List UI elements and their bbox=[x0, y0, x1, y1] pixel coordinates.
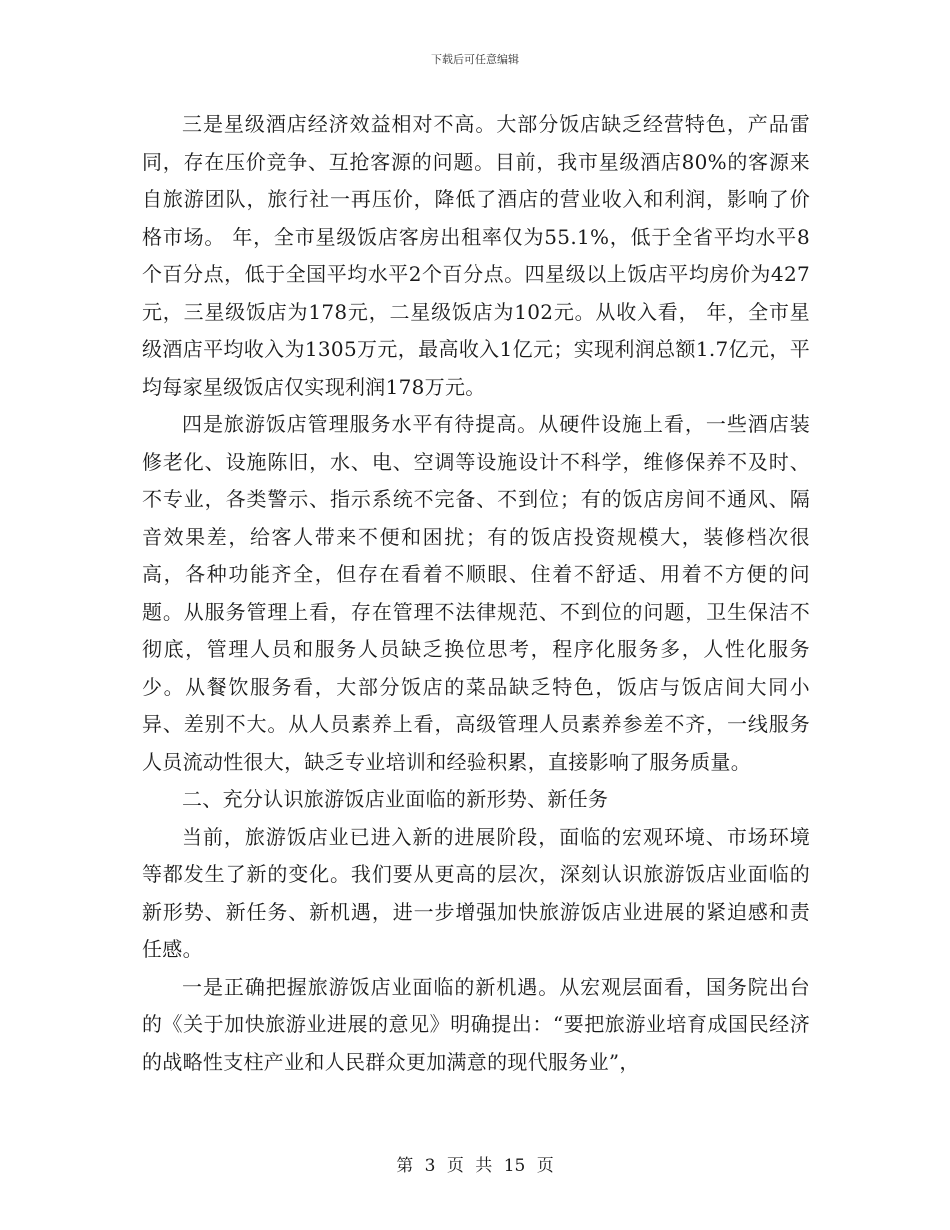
paragraph-management-service: 四是旅游饭店管理服务水平有待提高。从硬件设施上看，一些酒店装修老化、设施陈旧，水、电、空调等设施设计不科学，维修保养不及时、不专业，各类警示、指示系统不完备、不到位；有的饭店房间不通风、隔音效果差，给客人带来不便和困扰；有的饭店投资规模大，装修档次很高，各种功能齐全，但存在看着不顺眼、住着不舒适、用着不方便的问题。从服务管理上看，存在管理不法律规范、不到位的问题，卫生保洁不彻底，管理人员和服务人员缺乏换位思考，程序化服务多，人性化服务少。从餐饮服务看，大部分饭店的菜品缺乏特色，饭店与饭店间大同小异、差别不大。从人员素养上看，高级管理人员素养参差不齐，一线服务人员流动性很大，缺乏专业培训和经验积累，直接影响了服务质量。 bbox=[142, 412, 810, 774]
document-body bbox=[142, 106, 810, 1081]
section-heading: 二、充分认识旅游饭店业面临的新形势、新任务 bbox=[182, 787, 609, 811]
paragraph-star-hotel-benefits: 三是星级酒店经济效益相对不高。大部分饭店缺乏经营特色，产品雷同，存在压价竞争、互抢客源的问题。目前，我市星级酒店80%的客源来自旅游团队，旅行社一再压价，降低了酒店的营业收入和利润，影响了价格市场。 年，全市星级饭店客房出租率仅为55.1%，低于全省平均水平8个百分点，低于全国平均水平2个百分点。四星级以上饭店平均房价为427元，三星级饭店为178元，二星级饭店为102元。从收入看， 年，全市星级酒店平均收入为1305万元，最高收入1亿元；实现利润总额1.7亿元，平均每家星级饭店仅实现利润178万元。 bbox=[142, 112, 810, 399]
paragraph-new-situation: 当前，旅游饭店业已进入新的进展阶段，面临的宏观环境、市场环境等都发生了新的变化。我们要从更高的层次，深刻认识旅游饭店业面临的新形势、新任务、新机遇，进一步增强加快旅游饭店业进展的紧迫感和责任感。 bbox=[142, 824, 810, 961]
paragraph-new-opportunity: 一是正确把握旅游饭店业面临的新机遇。从宏观层面看，国务院出台的《关于加快旅游业进展的意见》明确提出：“要把旅游业培育成国民经济的战略性支柱产业和人民群众更加满意的现代服务业”， bbox=[142, 974, 810, 1074]
page-header: 下载后可任意编辑 bbox=[431, 53, 519, 66]
page-number: 第 3 页 共 15 页 bbox=[396, 1156, 554, 1176]
